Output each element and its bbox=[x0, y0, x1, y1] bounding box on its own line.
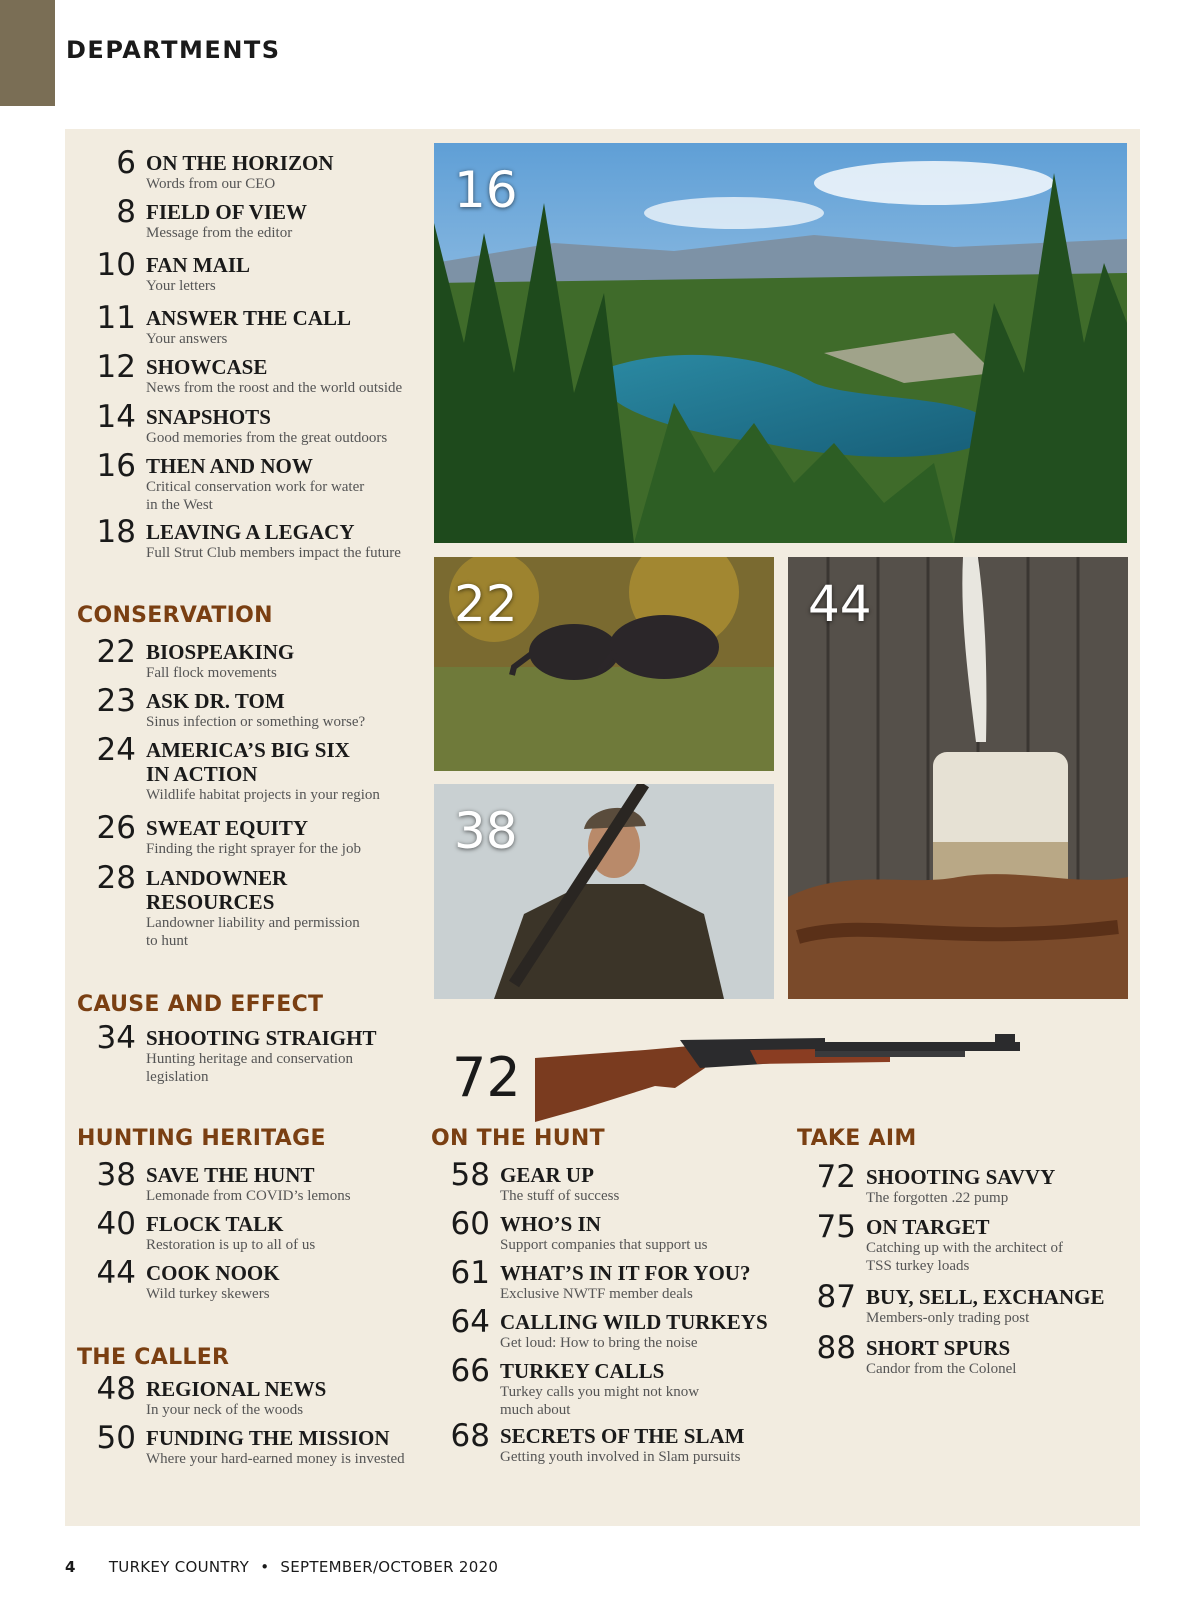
lake-photo[interactable] bbox=[434, 143, 1127, 543]
entry-description: Your letters bbox=[146, 278, 216, 294]
corner-tab bbox=[0, 0, 55, 106]
toc-entry[interactable] bbox=[96, 810, 361, 858]
page-title: DEPARTMENTS bbox=[66, 36, 281, 64]
entry-description: Wildlife habitat projects in your region bbox=[146, 787, 380, 803]
entry-title: SHOOTING STRAIGHT bbox=[146, 1026, 377, 1050]
photo-page-number: 16 bbox=[454, 161, 518, 219]
hunter-photo[interactable] bbox=[434, 784, 774, 999]
toc-entry[interactable] bbox=[96, 300, 351, 348]
entry-description: Good memories from the great outdoors bbox=[146, 430, 388, 446]
page-number: 68 bbox=[450, 1418, 490, 1454]
section-heading-conservation: CONSERVATION bbox=[77, 603, 273, 628]
entry-description: Getting youth involved in Slam pursuits bbox=[500, 1449, 741, 1465]
page-number: 58 bbox=[450, 1157, 490, 1193]
entry-title: WHAT’S IN IT FOR YOU? bbox=[500, 1261, 751, 1285]
entry-title: SHOOTING SAVVY bbox=[866, 1165, 1056, 1189]
toc-entry[interactable] bbox=[816, 1159, 1056, 1207]
section-heading-on-the-hunt: ON THE HUNT bbox=[431, 1126, 605, 1151]
page-number: 87 bbox=[816, 1279, 856, 1315]
toc-entry[interactable] bbox=[96, 732, 380, 804]
toc-entry[interactable] bbox=[816, 1209, 1064, 1275]
page-number: 50 bbox=[96, 1420, 136, 1456]
toc-entry[interactable] bbox=[96, 1020, 377, 1086]
entry-title: SECRETS OF THE SLAM bbox=[500, 1424, 745, 1448]
page-number: 16 bbox=[96, 448, 136, 484]
toc-entry[interactable] bbox=[450, 1418, 745, 1466]
toc-entry[interactable] bbox=[816, 1330, 1017, 1378]
entry-description: Landowner liability and permission to hunt bbox=[146, 915, 360, 949]
magazine-name: TURKEY COUNTRY bbox=[108, 1558, 250, 1576]
entry-title: FAN MAIL bbox=[146, 253, 251, 277]
entry-title: TURKEY CALLS bbox=[500, 1359, 665, 1383]
page-number: 12 bbox=[96, 349, 136, 385]
entry-title: SAVE THE HUNT bbox=[146, 1163, 315, 1187]
entry-description: Candor from the Colonel bbox=[866, 1361, 1017, 1377]
page-footer bbox=[65, 1558, 498, 1576]
entry-description: Wild turkey skewers bbox=[146, 1286, 270, 1302]
toc-entry[interactable] bbox=[116, 194, 308, 242]
page-number: 14 bbox=[96, 399, 136, 435]
entry-title: FUNDING THE MISSION bbox=[146, 1426, 390, 1450]
footer-separator: • bbox=[260, 1558, 270, 1576]
entry-description: Finding the right sprayer for the job bbox=[146, 841, 361, 857]
section-heading-hunting-heritage: HUNTING HERITAGE bbox=[77, 1126, 326, 1151]
photo-page-number: 22 bbox=[454, 575, 518, 633]
section-heading-take-aim: TAKE AIM bbox=[797, 1126, 917, 1151]
page-number: 24 bbox=[96, 732, 136, 768]
entry-title: ANSWER THE CALL bbox=[146, 306, 351, 330]
entry-description: Where your hard-earned money is invested bbox=[146, 1451, 405, 1467]
toc-entry[interactable] bbox=[96, 514, 401, 562]
entry-description: Your answers bbox=[146, 331, 228, 347]
entry-description: Full Strut Club members impact the future bbox=[146, 545, 401, 561]
entry-description: Get loud: How to bring the noise bbox=[500, 1335, 698, 1351]
entry-description: Hunting heritage and conservation legislation bbox=[146, 1051, 354, 1085]
toc-entry[interactable] bbox=[450, 1206, 708, 1254]
page-number: 88 bbox=[816, 1330, 856, 1366]
toc-entry[interactable] bbox=[450, 1353, 700, 1419]
entry-description: Members-only trading post bbox=[866, 1310, 1030, 1326]
entry-title: CALLING WILD TURKEYS bbox=[500, 1310, 768, 1334]
entry-description: The forgotten .22 pump bbox=[866, 1190, 1009, 1206]
entry-description: Catching up with the architect of TSS turkey loads bbox=[866, 1240, 1064, 1274]
page-number: 60 bbox=[450, 1206, 490, 1242]
toc-entry[interactable] bbox=[816, 1279, 1105, 1327]
photo-page-number: 44 bbox=[808, 575, 872, 633]
page-number: 8 bbox=[116, 194, 136, 230]
entry-title: WHO’S IN bbox=[500, 1212, 601, 1236]
skewers-photo[interactable] bbox=[788, 557, 1128, 999]
entry-description: Sinus infection or something worse? bbox=[146, 714, 366, 730]
entry-title: BIOSPEAKING bbox=[146, 640, 295, 664]
entry-title: COOK NOOK bbox=[146, 1261, 280, 1285]
entry-title: ON THE HORIZON bbox=[146, 151, 334, 175]
entry-title: BUY, SELL, EXCHANGE bbox=[866, 1285, 1105, 1309]
page-number: 28 bbox=[96, 860, 136, 896]
toc-entry[interactable] bbox=[96, 1371, 327, 1419]
entry-title: FLOCK TALK bbox=[146, 1212, 284, 1236]
entry-title: ON TARGET bbox=[866, 1215, 990, 1239]
entry-title: THEN AND NOW bbox=[146, 454, 313, 478]
entry-title: SNAPSHOTS bbox=[146, 405, 271, 429]
entry-description: Support companies that support us bbox=[500, 1237, 708, 1253]
page-number: 44 bbox=[96, 1255, 136, 1291]
issue-date: SEPTEMBER/OCTOBER 2020 bbox=[280, 1558, 499, 1576]
toc-entry[interactable] bbox=[96, 349, 403, 397]
entry-title: SWEAT EQUITY bbox=[146, 816, 309, 840]
entry-title: AMERICA’S BIG SIX IN ACTION bbox=[146, 738, 350, 786]
entry-description: In your neck of the woods bbox=[146, 1402, 304, 1418]
entry-description: Message from the editor bbox=[146, 225, 293, 241]
entry-description: Lemonade from COVID’s lemons bbox=[146, 1188, 351, 1204]
page-number: 34 bbox=[96, 1020, 136, 1056]
entry-title: FIELD OF VIEW bbox=[146, 200, 308, 224]
page-number: 48 bbox=[96, 1371, 136, 1407]
toc-entry[interactable] bbox=[96, 399, 388, 447]
page-number: 72 bbox=[816, 1159, 856, 1195]
page-number: 10 bbox=[96, 247, 136, 283]
toc-entry[interactable] bbox=[450, 1255, 751, 1303]
entry-description: News from the roost and the world outside bbox=[146, 380, 403, 396]
toc-entry[interactable] bbox=[96, 634, 295, 682]
page-number: 22 bbox=[96, 634, 136, 670]
page-number: 64 bbox=[450, 1304, 490, 1340]
lake-landscape-image bbox=[434, 143, 1127, 543]
photo-page-number: 38 bbox=[454, 802, 518, 860]
page-number: 26 bbox=[96, 810, 136, 846]
entry-title: LEAVING A LEGACY bbox=[146, 520, 355, 544]
page-number: 40 bbox=[96, 1206, 136, 1242]
entry-title: SHOWCASE bbox=[146, 355, 268, 379]
toc-entry[interactable] bbox=[96, 1206, 316, 1254]
toc-entry[interactable] bbox=[96, 1255, 280, 1303]
toc-entry[interactable] bbox=[96, 860, 360, 950]
entry-title: REGIONAL NEWS bbox=[146, 1377, 327, 1401]
section-heading-the-caller: THE CALLER bbox=[77, 1345, 230, 1370]
toc-entry[interactable] bbox=[96, 1157, 351, 1205]
entry-description: Exclusive NWTF member deals bbox=[500, 1286, 693, 1302]
entry-title: GEAR UP bbox=[500, 1163, 594, 1187]
entry-description: Turkey calls you might not know much about bbox=[500, 1384, 700, 1418]
page-number: 61 bbox=[450, 1255, 490, 1291]
rifle-page-number: 72 bbox=[452, 1046, 521, 1109]
turkeys-photo[interactable] bbox=[434, 557, 774, 771]
entry-description: Words from our CEO bbox=[146, 176, 276, 192]
toc-entry[interactable] bbox=[450, 1304, 768, 1352]
entry-title: LANDOWNER RESOURCES bbox=[146, 866, 288, 914]
toc-entry[interactable] bbox=[96, 683, 366, 731]
section-heading-cause-and-effect: CAUSE AND EFFECT bbox=[77, 992, 324, 1017]
toc-entry[interactable] bbox=[96, 448, 365, 514]
page-number: 66 bbox=[450, 1353, 490, 1389]
page-number: 75 bbox=[816, 1209, 856, 1245]
page-number: 11 bbox=[96, 300, 136, 336]
page-number: 38 bbox=[96, 1157, 136, 1193]
page-number: 23 bbox=[96, 683, 136, 719]
entry-description: Restoration is up to all of us bbox=[146, 1237, 316, 1253]
page-number-footer: 4 bbox=[65, 1558, 76, 1576]
toc-entry[interactable] bbox=[96, 247, 251, 295]
entry-title: ASK DR. TOM bbox=[146, 689, 285, 713]
rifle-image[interactable] bbox=[525, 1028, 1035, 1123]
toc-entry[interactable] bbox=[96, 1420, 405, 1468]
toc-entry[interactable] bbox=[450, 1157, 620, 1205]
entry-title: SHORT SPURS bbox=[866, 1336, 1011, 1360]
entry-description: The stuff of success bbox=[500, 1188, 620, 1204]
toc-entry[interactable] bbox=[116, 145, 334, 193]
page-number: 18 bbox=[96, 514, 136, 550]
entry-description: Critical conservation work for water in the West bbox=[146, 479, 365, 513]
entry-description: Fall flock movements bbox=[146, 665, 277, 681]
page-number: 6 bbox=[116, 145, 136, 181]
